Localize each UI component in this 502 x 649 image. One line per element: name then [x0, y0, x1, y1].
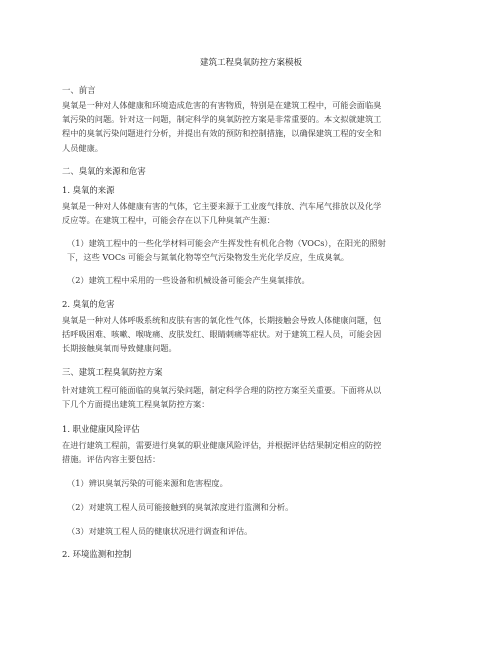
source-paragraph: 臭氧是一种对人体健康有害的气体，它主要来源于工业废气排放、汽车尾气排放以及化学 反应等。在建筑工程中，可能会存在以下几种臭氧产生源：	[62, 201, 382, 226]
source-subheading: 1. 臭氧的来源	[62, 185, 115, 195]
plan-sub1-paragraph: 在进行建筑工程前，需要进行臭氧的职业健康风险评估，并根据评估结果制定相应的防控 措施。评估内容主要包括：	[62, 440, 382, 465]
plan-subheading-2: 2. 环境监测和控制	[62, 549, 132, 559]
source-harm-heading: 二、臭氧的来源和危害	[62, 166, 146, 176]
source-list-item-1: （1）建筑工程中的一些化学材料可能会产生挥发性有机化合物（VOCs），在阳光的照射 下，这些 VOCs 可能会与氮氧化物等空气污染物发生光化学反应，生成臭氧。	[67, 238, 386, 263]
preface-heading: 一、前言	[62, 85, 96, 95]
document-title: 建筑工程臭氧防控方案模板	[199, 58, 302, 68]
plan-heading: 三、建筑工程臭氧防控方案	[62, 367, 163, 377]
preface-paragraph: 臭氧是一种对人体健康和环境造成危害的有害物质，特别是在建筑工程中，可能会面临臭 氧污染的问题。针对这一问题，制定科学的臭氧防控方案是非常重要的。本文拟就建筑工 程中的臭氧污染问题进行分析，并提出有效的预防和控制措施，以确保建筑工程的安全和 人员健康。	[62, 100, 382, 153]
plan-list-item-1: （1）辨识臭氧污染的可能来源和危害程度。	[67, 478, 228, 488]
source-list-item-2: （2）建筑工程中采用的一些设备和机械设备可能会产生臭氧排放。	[67, 275, 310, 285]
harm-paragraph: 臭氧是一种对人体呼吸系统和皮肤有害的氧化性气体，长期接触会导致人体健康问题，包 括呼吸困难、咳嗽、喉咙痛、皮肤发红、眼睛刺痛等症状。对于建筑工程人员，可能会因 长期接触臭氧而导致健康问题。	[62, 315, 382, 354]
plan-paragraph: 针对建筑工程可能面临的臭氧污染问题，制定科学合理的防控方案至关重要。下面将从以 下几个方面提出建筑工程臭氧防控方案：	[62, 385, 382, 410]
harm-subheading: 2. 臭氧的危害	[62, 299, 115, 309]
plan-list-item-3: （3）对建筑工程人员的健康状况进行调查和评估。	[67, 526, 253, 536]
plan-list-item-2: （2）对建筑工程人员可能接触到的臭氧浓度进行监测和分析。	[67, 502, 294, 512]
plan-subheading-1: 1. 职业健康风险评估	[62, 424, 140, 434]
